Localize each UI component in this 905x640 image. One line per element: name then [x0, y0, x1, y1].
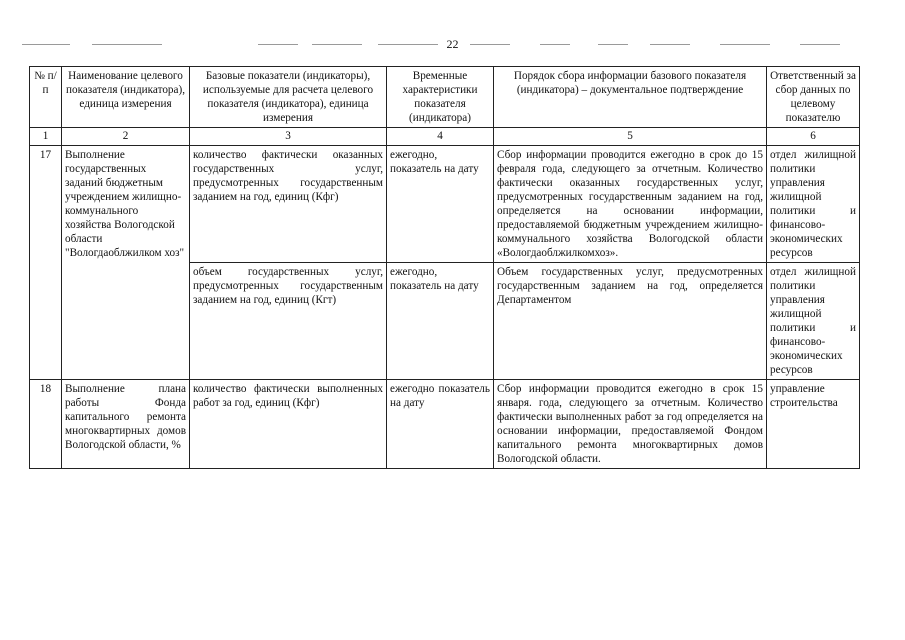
table-row — [30, 146, 860, 263]
row-number: 18 — [30, 380, 62, 469]
responsible-unit: отдел жилищной политики управления жилищной политики и финансово-экономических ресурсов — [767, 263, 860, 380]
time-characteristic: ежегодно показатель на дату — [387, 380, 494, 469]
column-number: 2 — [62, 128, 190, 146]
scan-line — [92, 44, 162, 45]
time-characteristic: ежегодно, показатель на дату — [387, 263, 494, 380]
scan-line — [312, 44, 362, 45]
scan-line — [378, 44, 438, 45]
scan-line — [650, 44, 690, 45]
scan-line — [720, 44, 770, 45]
scan-line — [258, 44, 298, 45]
time-characteristic: ежегодно, показатель на дату — [387, 146, 494, 263]
row-number: 17 — [30, 146, 62, 380]
table-header-row — [30, 67, 860, 128]
collection-order: Сбор информации проводится ежегодно в срок до 15 февраля года, следующего за отчетным. Количество фактически оказанных государственных услуг, предусмотренных государственным заданием на год, определяется на основании информации, предоставляемой бюджетным учреждением жилищно-коммунального хозяйства Вологодской области «Вологдаоблжилкомхоз». — [494, 146, 767, 263]
header-base-indicators: Базовые показатели (индикаторы), используемые для расчета целевого показателя (индикатора), единица измерения — [190, 67, 387, 128]
scan-line-left — [22, 44, 70, 45]
indicator-name: Выполнение плана работы Фонда капитального ремонта многоквартирных домов Вологодской области, % — [62, 380, 190, 469]
header-indicator-name: Наименование целевого показателя (индикатора), единица измерения — [62, 67, 190, 128]
column-number-row — [30, 128, 860, 146]
base-indicator: количество фактически выполненных работ за год, единиц (Кфг) — [190, 380, 387, 469]
responsible-unit: управление строительства — [767, 380, 860, 469]
column-number: 5 — [494, 128, 767, 146]
table-row — [30, 380, 860, 469]
indicators-table — [29, 66, 860, 469]
column-number: 4 — [387, 128, 494, 146]
column-number: 6 — [767, 128, 860, 146]
base-indicator: количество фактически оказанных государственных услуг, предусмотренных государственным заданием на год, единиц (Кфг) — [190, 146, 387, 263]
header-collection-order: Порядок сбора информации базового показателя (индикатора) – документальное подтверждение — [494, 67, 767, 128]
scan-line — [800, 44, 840, 45]
scan-line — [540, 44, 570, 45]
scan-line — [598, 44, 628, 45]
page-number: 22 — [446, 37, 459, 51]
header-time-characteristics: Временные характеристики показателя (индикатора) — [387, 67, 494, 128]
indicator-name: Выполнение государственных заданий бюджетным учреждением жилищно-коммунального хозяйства Вологодской области "Вологдаоблжилком хоз" — [62, 146, 190, 380]
column-number: 1 — [30, 128, 62, 146]
collection-order: Объем государственных услуг, предусмотренных государственным заданием на год, определяется Департаментом — [494, 263, 767, 380]
header-responsible: Ответственный за сбор данных по целевому показателю — [767, 67, 860, 128]
base-indicator: объем государственных услуг, предусмотренных государственным заданием на год, единиц (Кгт) — [190, 263, 387, 380]
collection-order: Сбор информации проводится ежегодно в срок 15 января. года, следующего за отчетным. Количество фактически выполненных работ за год определяется на основании информации, предоставляемой Фондом капитального ремонта многоквартирных домов Вологодской области. — [494, 380, 767, 469]
header-number: № п/п — [30, 67, 62, 128]
scan-line — [470, 44, 510, 45]
responsible-unit: отдел жилищной политики управления жилищной политики и финансово-экономических ресурсов — [767, 146, 860, 263]
column-number: 3 — [190, 128, 387, 146]
